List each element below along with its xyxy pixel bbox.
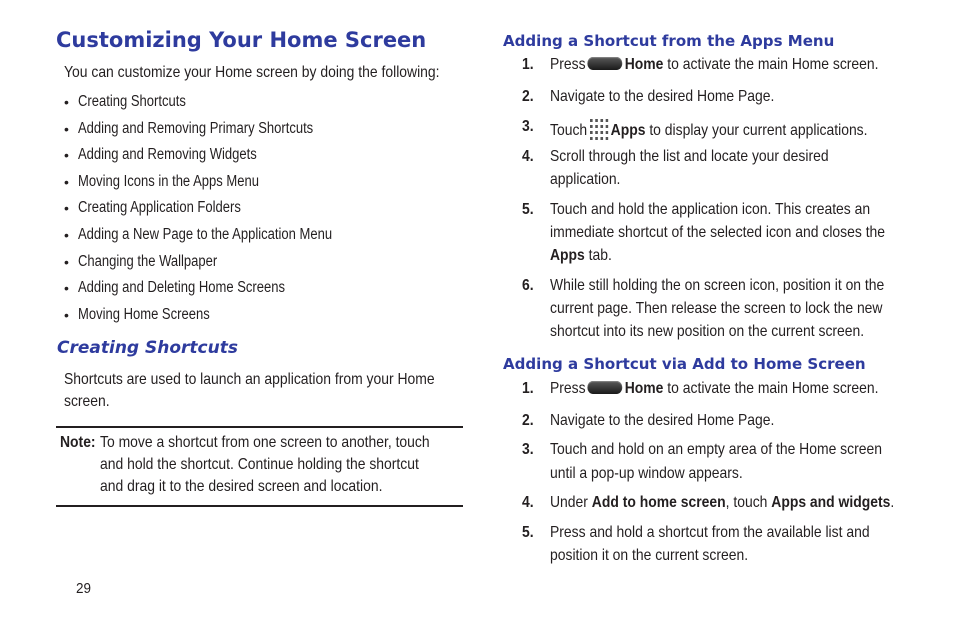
section-heading-apps-menu: Adding a Shortcut from the Apps Menu: [503, 32, 835, 50]
section-heading-creating-shortcuts: Creating Shortcuts: [57, 338, 238, 358]
note-text-line: To move a shortcut from one screen to another, touch: [100, 434, 430, 451]
apps-grid-icon: [589, 118, 608, 140]
intro-text: You can customize your Home screen by doing the following:: [64, 64, 440, 81]
note-top-rule: [56, 426, 463, 428]
note-text-line: and drag it to the desired screen and location.: [100, 478, 383, 495]
note-label: Note:: [60, 434, 96, 451]
shortcuts-paragraph: Shortcuts are used to launch an application from your Home screen.: [64, 371, 435, 410]
home-key-icon: [587, 381, 622, 394]
note-text-line: and hold the shortcut. Continue holding the shortcut: [100, 456, 419, 473]
section-heading-add-to-home: Adding a Shortcut via Add to Home Screen: [503, 355, 866, 373]
home-key-icon: [587, 57, 622, 70]
page-title: Customizing Your Home Screen: [56, 28, 427, 52]
page-number: 29: [76, 580, 92, 597]
note-bottom-rule: [56, 505, 463, 507]
